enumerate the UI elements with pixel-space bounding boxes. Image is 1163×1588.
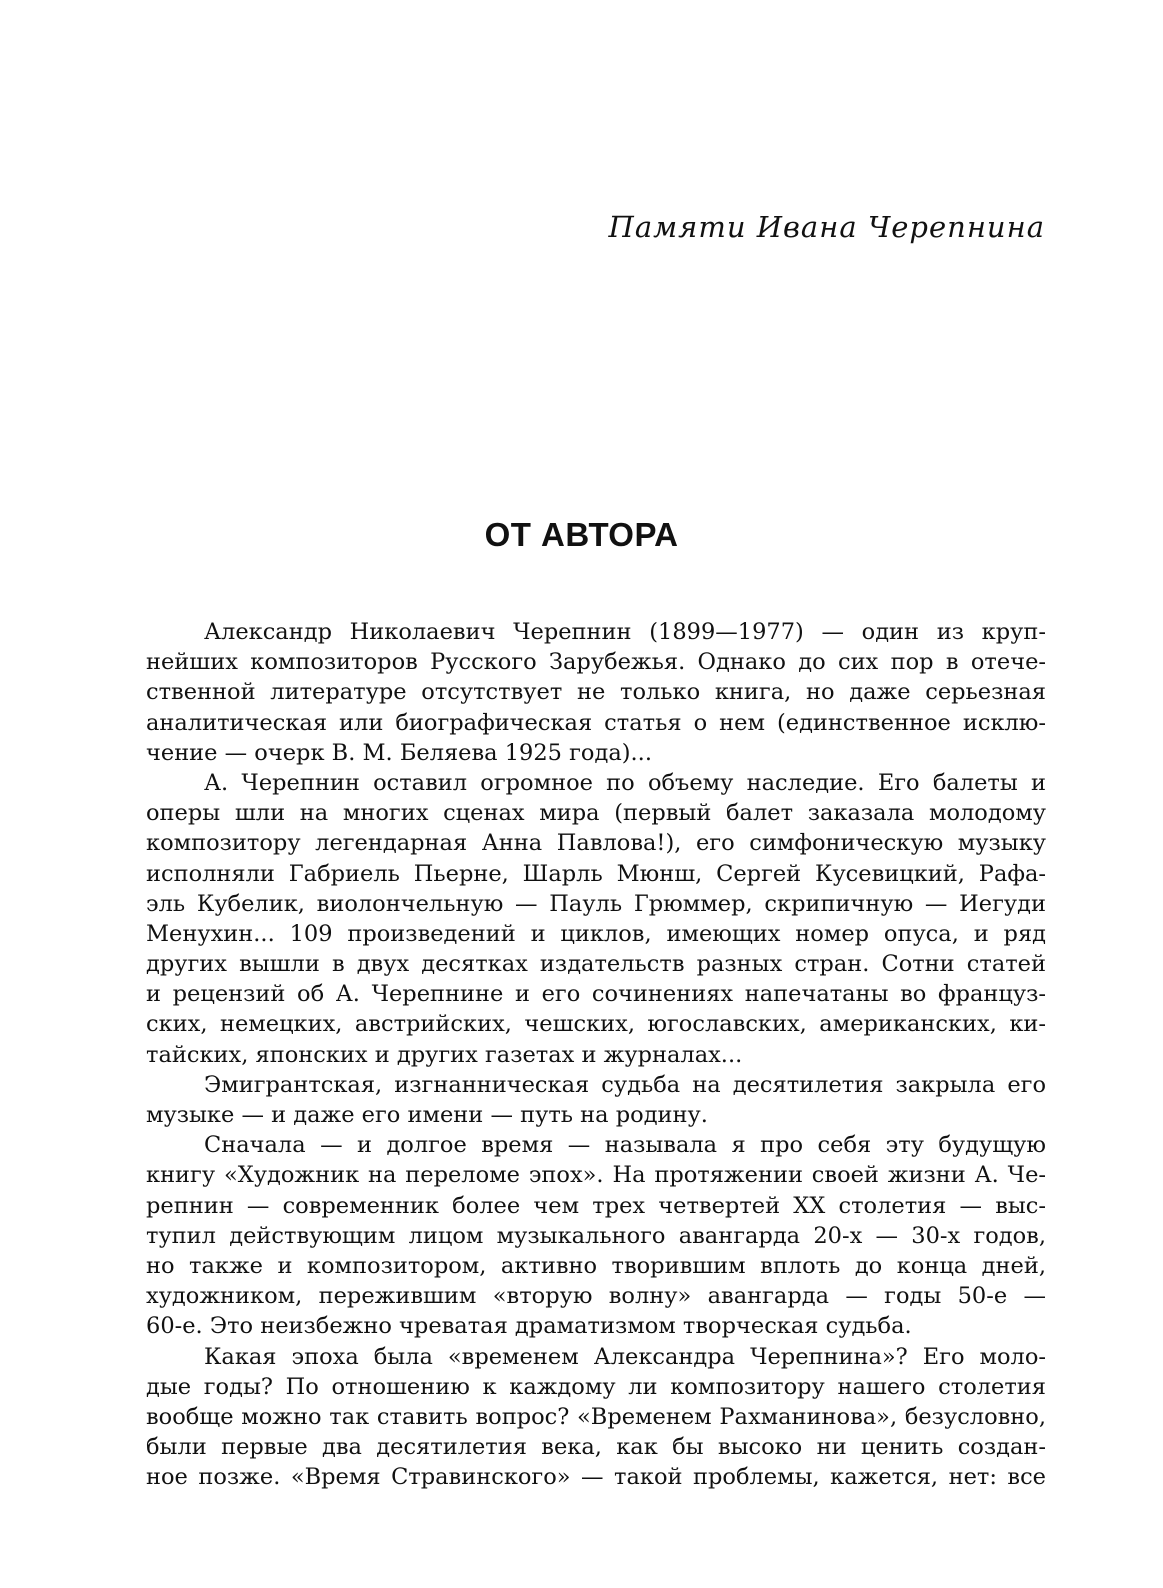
paragraph-3: [146, 1070, 1046, 1130]
text-line: тайских, японских и других газетах и журналах...: [146, 1041, 743, 1068]
text-line: ственной литературе отсутствует не только книга, но даже серьезная: [146, 679, 1046, 706]
text-line: ное позже. «Время Стравинского» — такой проблемы, кажется, нет: все: [146, 1464, 1046, 1491]
text-line: музыке — и даже его имени — путь на родину.: [146, 1102, 708, 1128]
paragraph-1: [146, 617, 1046, 768]
text-line: аналитическая или биографическая статья о нем (единственное исклю-: [146, 709, 1046, 736]
text-line: и рецензий об А. Черепнине и его сочинениях напечатаны во француз-: [146, 981, 1046, 1008]
text-line: Александр Николаевич Черепнин (1899—1977) — один из круп-: [204, 619, 1046, 645]
text-line: тупил действующим лицом музыкального авангарда 20-х — 30-х годов,: [146, 1222, 1046, 1249]
text-line: но также и композитором, активно творившим вплоть до конца дней,: [146, 1252, 1046, 1279]
chapter-title: ОТ АВТОРА: [484, 516, 679, 553]
text-line: нейших композиторов Русского Зарубежья. Однако до сих пор в отече-: [146, 649, 1046, 676]
text-line: книгу «Художник на переломе эпох». На протяжении своей жизни А. Че-: [146, 1162, 1046, 1189]
text-line: дые годы? По отношению к каждому ли композитору нашего столетия: [146, 1373, 1046, 1400]
text-line: исполняли Габриель Пьерне, Шарль Мюнш, Сергей Кусевицкий, Рафа-: [146, 860, 1046, 887]
text-line: Какая эпоха была «временем Александра Черепнина»? Его моло-: [204, 1343, 1046, 1370]
text-line: композитору легендарная Анна Павлова!), его симфоническую музыку: [146, 830, 1046, 857]
paragraph-4: [146, 1130, 1046, 1341]
dedication-epigraph: Памяти Ивана Черепнина: [608, 210, 1045, 244]
text-line: Эмигрантская, изгнанническая судьба на десятилетия закрыла его: [204, 1071, 1046, 1098]
text-line: были первые два десятилетия века, как бы высоко ни ценить создан-: [146, 1434, 1046, 1461]
text-line: А. Черепнин оставил огромное по объему наследие. Его балеты и: [204, 769, 1046, 796]
text-body: [146, 617, 1046, 1492]
text-line: 60-е. Это неизбежно чреватая драматизмом творческая судьба.: [146, 1313, 912, 1340]
text-line: ских, немецких, австрийских, чешских, югославских, американских, ки-: [146, 1011, 1046, 1038]
text-line: других вышли в двух десятках издательств разных стран. Сотни статей: [146, 951, 1046, 978]
text-line: эль Кубелик, виолончельную — Пауль Грюммер, скрипичную — Иегуди: [146, 890, 1046, 917]
paragraph-5: [146, 1342, 1046, 1493]
text-line: чение — очерк В. М. Беляева 1925 года)...: [146, 739, 652, 766]
text-line: Сначала — и долгое время — называла я про себя эту будущую: [204, 1132, 1046, 1159]
text-line: репнин — современник более чем трех четвертей XX столетия — выс-: [146, 1192, 1046, 1219]
text-line: художником, пережившим «вторую волну» авангарда — годы 50-е —: [146, 1283, 1046, 1310]
paragraph-2: [146, 768, 1046, 1070]
text-line: Менухин... 109 произведений и циклов, имеющих номер опуса, и ряд: [146, 920, 1046, 947]
text-line: оперы шли на многих сценах мира (первый балет заказала молодому: [146, 800, 1046, 827]
text-line: вообще можно так ставить вопрос? «Временем Рахманинова», безусловно,: [146, 1403, 1046, 1430]
